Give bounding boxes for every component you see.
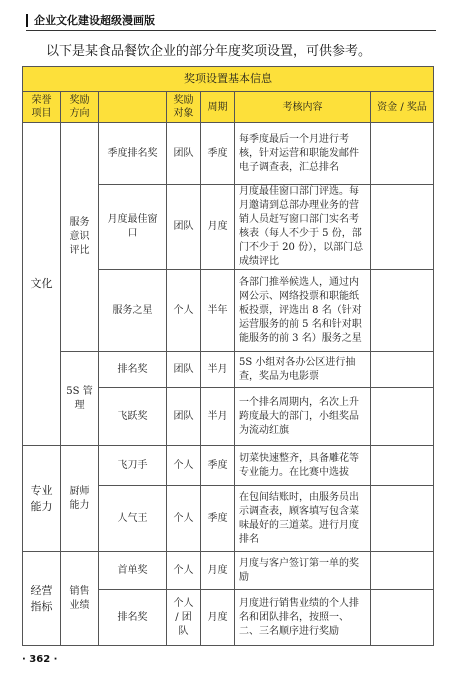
header-direction: 奖励方向 (61, 92, 99, 123)
award-name: 排名奖 (99, 590, 167, 646)
category-culture: 文化 (23, 123, 61, 446)
award-prize (371, 270, 434, 352)
award-content: 5S 小组对各办公区进行抽查，奖品为电影票 (235, 352, 371, 388)
award-name: 人气王 (99, 486, 167, 552)
award-name: 季度排名奖 (99, 123, 167, 185)
header-period: 周期 (201, 92, 235, 123)
table-row (23, 352, 434, 388)
award-content: 各部门推举候选人，通过内网公示、网络投票和职能纸板投票，评选出 8 名（针对运营服务的前 5 名和针对职能服务的前 3 名）服务之星 (235, 270, 371, 352)
award-name: 飞跃奖 (99, 388, 167, 446)
header-prize: 资金 / 奖品 (371, 92, 434, 123)
award-content: 月度进行销售业绩的个人排名和团队排名，按照一、二、三名顺序进行奖励 (235, 590, 371, 646)
award-prize (371, 446, 434, 486)
award-content: 月度与客户签订第一单的奖励 (235, 552, 371, 590)
header-name (99, 92, 167, 123)
award-content: 每季度最后一个月进行考核，针对运营和职能发邮件电子调查表，汇总排名 (235, 123, 371, 185)
award-period: 月度 (201, 185, 235, 270)
table-row (23, 552, 434, 590)
table-header-row (23, 92, 434, 123)
header-target: 奖励对象 (167, 92, 201, 123)
page-footer (22, 654, 57, 665)
header-content: 考核内容 (235, 92, 371, 123)
award-period: 季度 (201, 486, 235, 552)
running-header: 企业文化建设超级漫画版 (26, 14, 155, 27)
intro-paragraph: 以下是某食品餐饮企业的部分年度奖项设置，可供参考。 (46, 44, 372, 59)
table-row (23, 446, 434, 486)
award-prize (371, 590, 434, 646)
page-number: · 362 · (22, 654, 58, 665)
award-period: 月度 (201, 552, 235, 590)
award-period: 月度 (201, 590, 235, 646)
award-period: 半月 (201, 388, 235, 446)
award-name: 服务之星 (99, 270, 167, 352)
category-business: 经营指标 (23, 552, 61, 646)
table-row (23, 123, 434, 185)
direction-5s: 5S 管理 (61, 352, 99, 446)
award-content: 在包间结账时，由服务员出示调查表，顾客填写包含菜味最好的三道菜。进行月度排名 (235, 486, 371, 552)
direction-service: 服务意识评比 (61, 123, 99, 352)
award-target: 团队 (167, 185, 201, 270)
award-period: 季度 (201, 123, 235, 185)
award-target: 团队 (167, 388, 201, 446)
award-content: 月度最佳窗口部门评选。每月邀请到总部办理业务的营销人员赶写窗口部门实名考核表（每人不少于 5 份，部门不少于 20 份），以部门总成绩评比 (235, 185, 371, 270)
award-prize (371, 552, 434, 590)
award-period: 半年 (201, 270, 235, 352)
award-period: 半月 (201, 352, 235, 388)
award-prize (371, 123, 434, 185)
award-prize (371, 486, 434, 552)
table-title-row (23, 67, 434, 92)
award-target: 团队 (167, 123, 201, 185)
award-prize (371, 352, 434, 388)
award-prize (371, 185, 434, 270)
table-title: 奖项设置基本信息 (23, 67, 434, 92)
award-prize (371, 388, 434, 446)
award-name: 排名奖 (99, 352, 167, 388)
header-category: 荣誉项目 (23, 92, 61, 123)
award-target: 个人 (167, 270, 201, 352)
award-name: 首单奖 (99, 552, 167, 590)
award-target: 个人 (167, 552, 201, 590)
direction-sales: 销售业绩 (61, 552, 99, 646)
award-target: 个人 (167, 486, 201, 552)
award-name: 飞刀手 (99, 446, 167, 486)
award-name: 月度最佳窗口 (99, 185, 167, 270)
award-target: 个人 (167, 446, 201, 486)
category-skill: 专业能力 (23, 446, 61, 552)
award-content: 一个排名周期内，名次上升跨度最大的部门，小组奖品为流动红旗 (235, 388, 371, 446)
direction-chef: 厨师能力 (61, 446, 99, 552)
award-period: 季度 (201, 446, 235, 486)
award-target: 团队 (167, 352, 201, 388)
award-content: 切菜快速整齐，具备雕花等专业能力。在比赛中选拔 (235, 446, 371, 486)
awards-table (22, 66, 434, 646)
award-target: 个人 / 团队 (167, 590, 201, 646)
